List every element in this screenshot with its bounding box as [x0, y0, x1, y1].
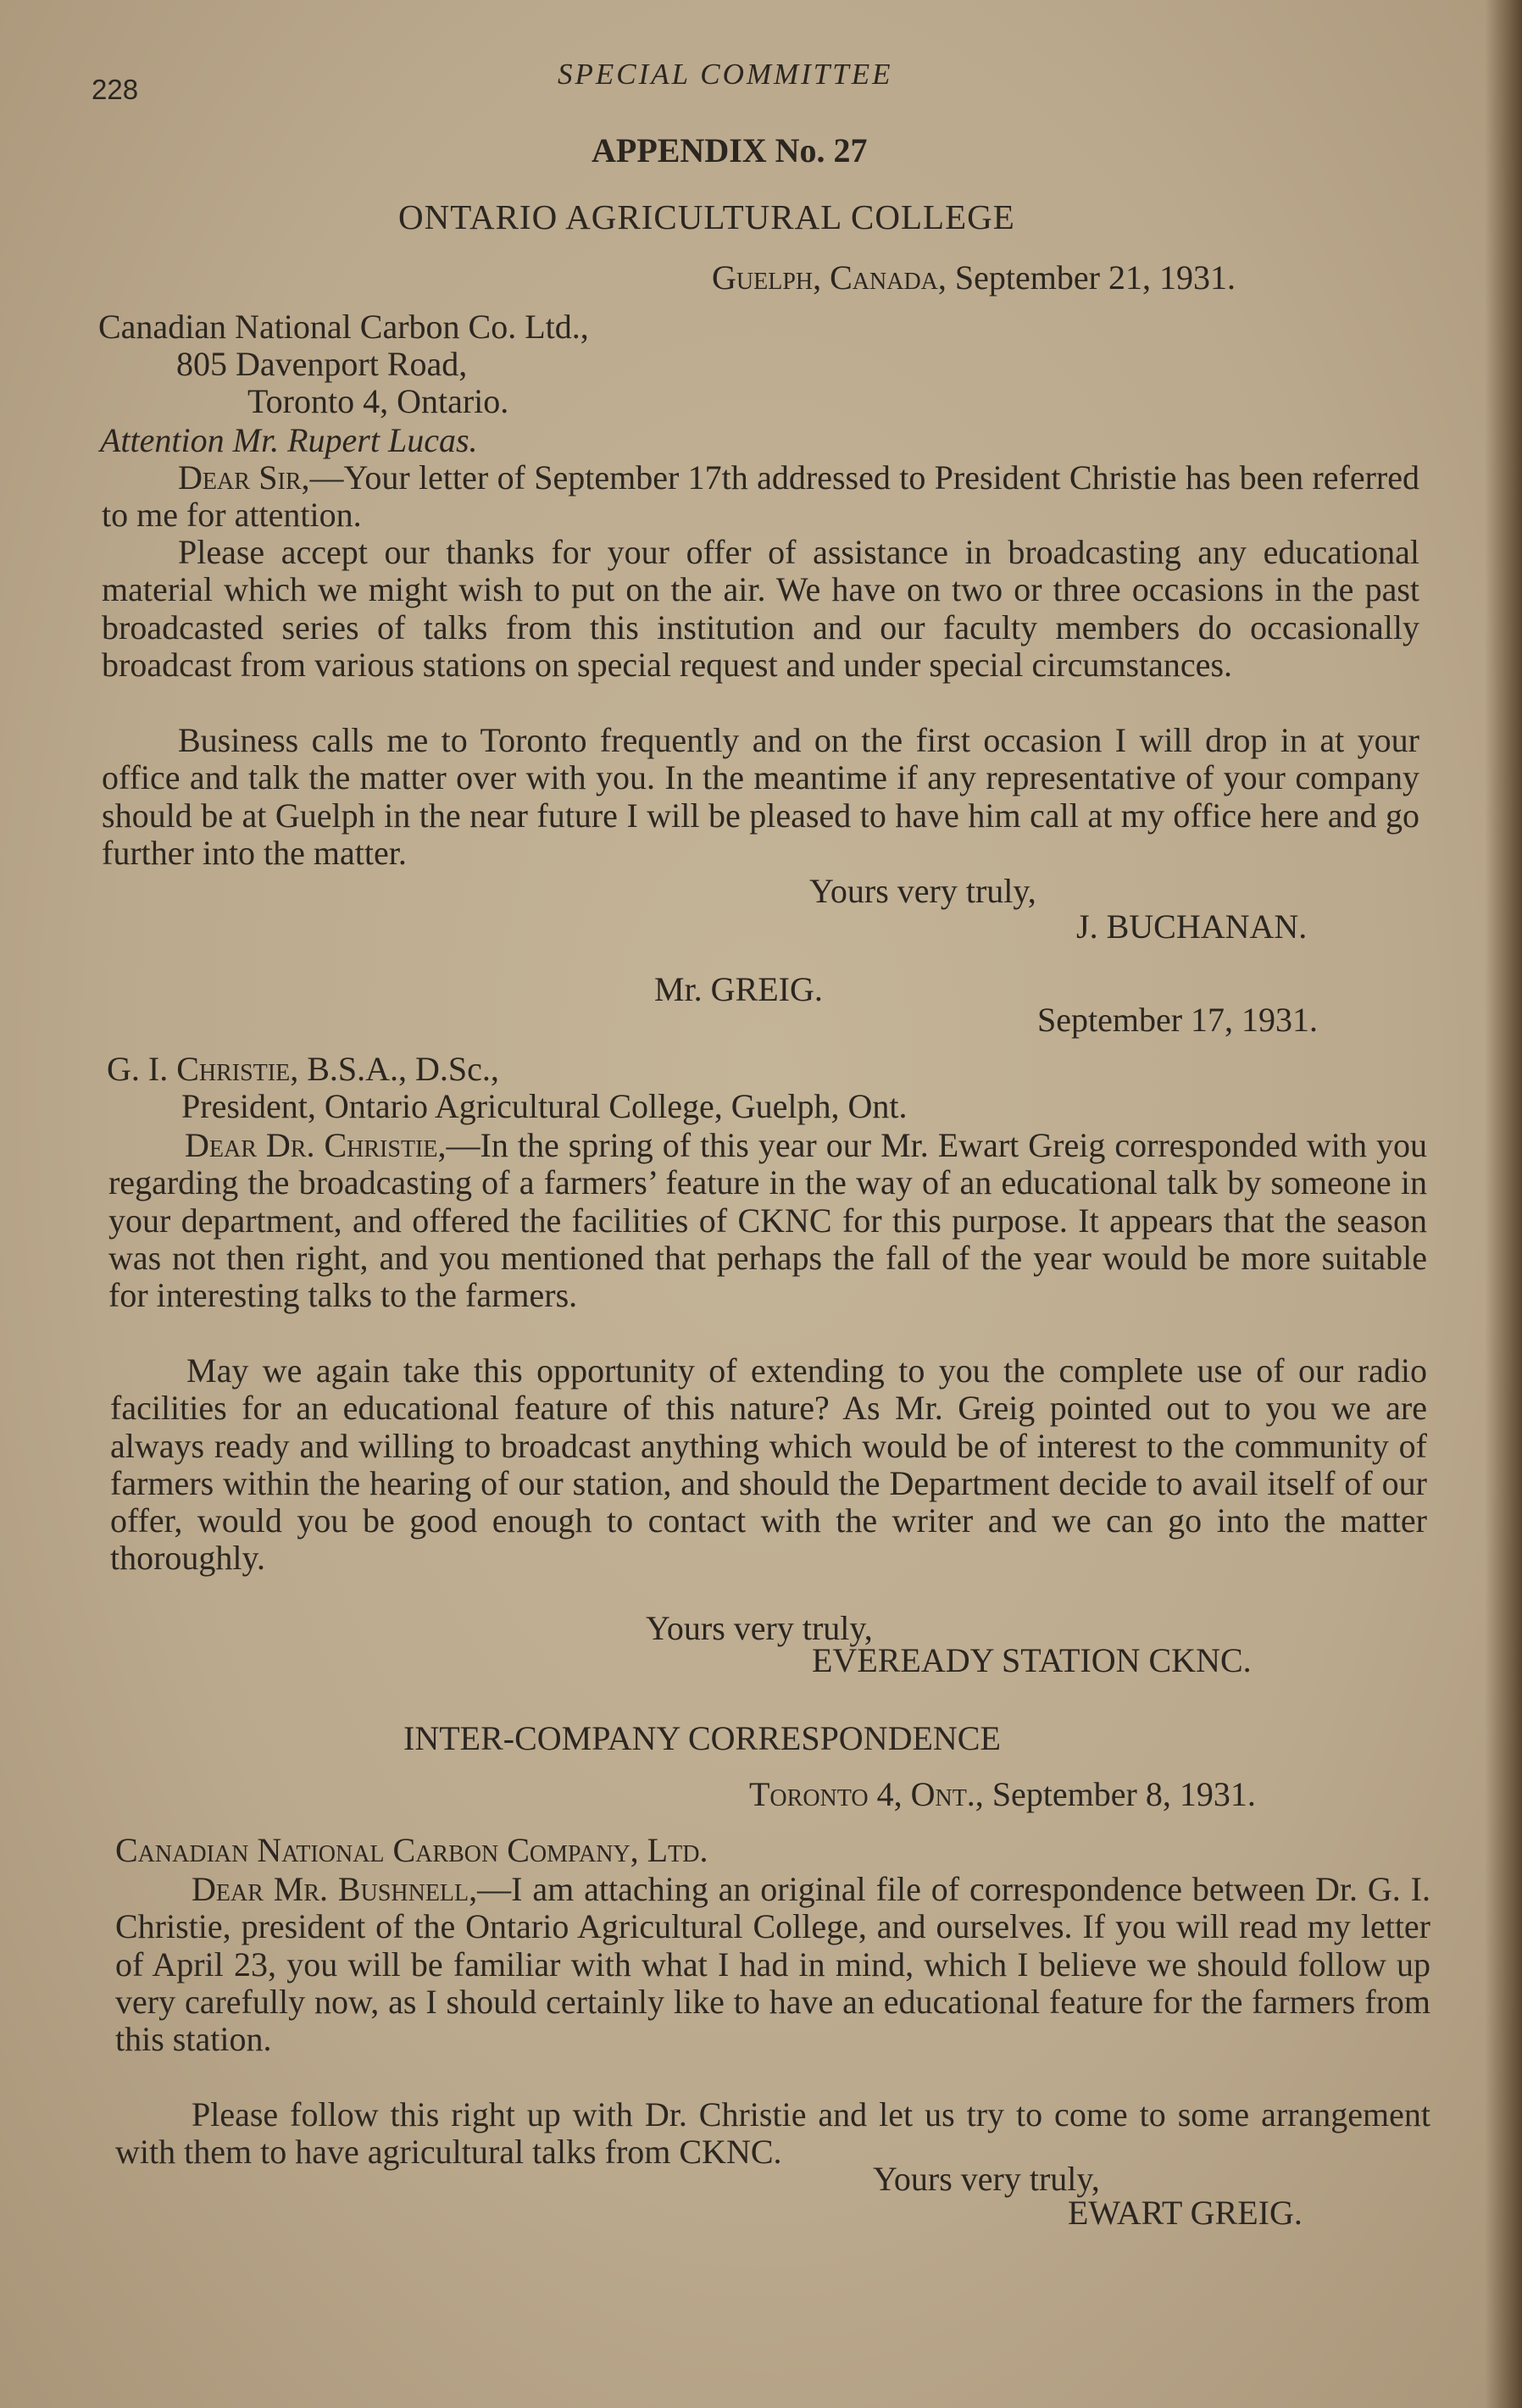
letter1-paragraph-3: Business calls me to Toronto frequently and on the first occasion I will drop in at your office and talk the matter over with you. In the meantime if any representative of your company should be at Guelph in the near future I will be pleased to have him call at my office here and go further into the matter. — [102, 721, 1419, 872]
letter3-paragraph-2: Please follow this right up with Dr. Christie and let us try to come to some arrangement with them to have agricultural talks from CKNC. — [115, 2095, 1430, 2172]
letter3-date: September 8, 1931. — [992, 1775, 1256, 1813]
letter2-recipient — [107, 1051, 499, 1088]
letter1-signature: J. BUCHANAN. — [1076, 907, 1308, 946]
letter2-signature: EVEREADY STATION CKNC. — [812, 1641, 1252, 1679]
letter1-date: September 21, 1931. — [954, 258, 1236, 297]
letter1-address-line-3: Toronto 4, Ontario. — [247, 382, 509, 420]
letter2-recipient-name: G. I. Christie, — [107, 1050, 299, 1088]
letter1-paragraph-2: Please accept our thanks for your offer of assistance in broadcasting any educational material which we might wish to put on the air. We have on two or three occasions in the past broadcasted series of talks from this institution and our faculty members do occasionally broadcast from various stations on special request and under special circumstances. — [102, 533, 1419, 684]
letter1-address-line-1: Canadian National Carbon Co. Ltd., — [98, 308, 589, 346]
institution-heading: ONTARIO AGRICULTURAL COLLEGE — [398, 197, 1015, 236]
letter1-paragraph-1: Dear Sir,—Your letter of September 17th addressed to President Christie has been referred to me for attention. — [102, 458, 1419, 535]
page-binding-edge — [1485, 0, 1522, 2408]
letter2-date: September 17, 1931. — [1037, 1001, 1319, 1039]
letter3-dateline — [749, 1776, 1256, 1813]
letter2-recipient-degrees: B.S.A., D.Sc., — [307, 1050, 499, 1088]
appendix-title: APPENDIX No. 27 — [592, 131, 868, 169]
page-number: 228 — [92, 74, 139, 105]
letter3-heading: INTER-COMPANY CORRESPONDENCE — [403, 1719, 1001, 1757]
letter1-address-line-2: 805 Davenport Road, — [176, 345, 468, 383]
letter3-signature: EWART GREIG. — [1068, 2194, 1303, 2232]
letter3-paragraph-1: Dear Mr. Bushnell,—I am attaching an original file of correspondence between Dr. G. I. Christie, president of the Ontario Agricultural College, and ourselves. If you will read my letter of April 23, you will be familiar with what I had in mind, which I believe we should follow up very carefully now, as I should certainly like to have an educational feature for the farmers from this station. — [115, 1870, 1430, 2059]
letter2-paragraph-2: May we again take this opportunity of extending to you the complete use of our radio facilities for an educational feature of this nature? As Mr. Greig pointed out to you we are always ready and willing to broadcast anything which would be of interest to the community of farmers within the hearing of our station, and should the Department decide to avail itself of our offer, would you be good enough to contact with the writer and we can go into the matter thoroughly. — [110, 1351, 1427, 1578]
letter2-salutation: Dear Dr. Christie, — [185, 1126, 447, 1164]
letter1-dateline — [712, 259, 1236, 297]
letter3-place: Toronto 4, Ont., — [749, 1775, 984, 1813]
letter2-paragraph-1: Dear Dr. Christie,—In the spring of this year our Mr. Ewart Greig corresponded with you regarding the broadcasting of a farmers’ feature in the way of an educational talk by someone in your department, and offered the facilities of CKNC for this purpose. It appears that the season was not then right, and you mentioned that perhaps the fall of the year would be more suitable for interesting talks to the farmers. — [108, 1126, 1428, 1315]
letter3-closing: Yours very truly, — [873, 2160, 1100, 2198]
letter3-salutation: Dear Mr. Bushnell, — [192, 1870, 478, 1908]
letter1-attention: Attention Mr. Rupert Lucas. — [100, 421, 478, 459]
letter2-heading: Mr. GREIG. — [654, 970, 823, 1008]
letter1-salutation: Dear Sir, — [178, 458, 310, 497]
letter3-company: Canadian National Carbon Company, Ltd. — [115, 1831, 708, 1869]
letter2-recipient-title: President, Ontario Agricultural College, Guelph, Ont. — [181, 1087, 908, 1125]
letter2-closing: Yours very truly, — [646, 1609, 873, 1647]
letter1-place: Guelph, Canada, — [712, 258, 947, 297]
letter1-closing: Yours very truly, — [809, 872, 1036, 910]
running-title: SPECIAL COMMITTEE — [558, 58, 893, 91]
